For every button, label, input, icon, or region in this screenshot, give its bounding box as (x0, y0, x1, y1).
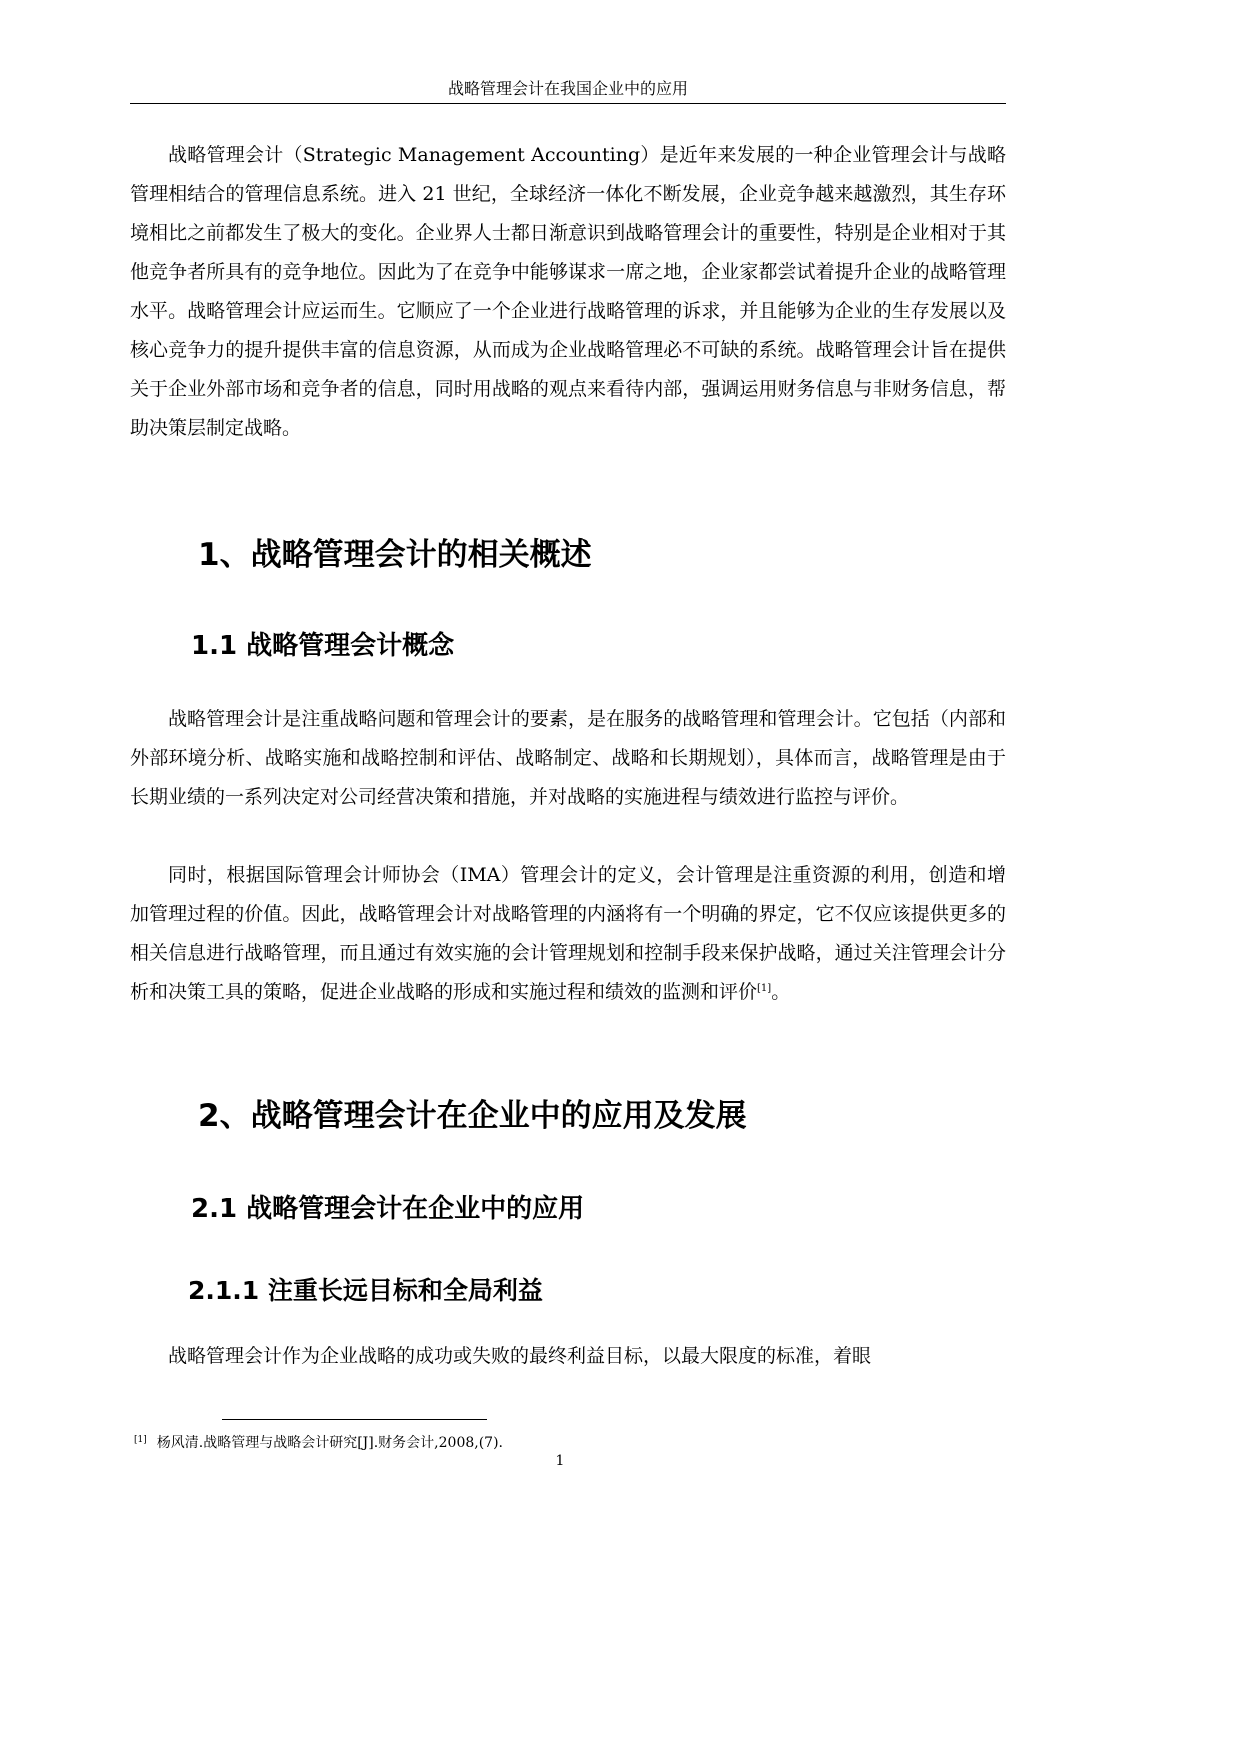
section-1-1-paragraph-1: 战略管理会计是注重战略问题和管理会计的要素，是在服务的战略管理和管理会计。它包括（内部和外部环境分析、战略实施和战略控制和评估、战略制定、战略和长期规划），具体而言，战略管理是由于长期业绩的一系列决定对公司经营决策和措施，并对战略的实施进程与绩效进行监控与评价。 (130, 708, 1006, 808)
header-rule (130, 103, 1006, 104)
section-2-1-heading: 2.1 战略管理会计在企业中的应用 (191, 1194, 585, 1224)
footnote (134, 1433, 994, 1453)
section-2-1-1-heading: 2.1.1 注重长远目标和全局利益 (188, 1276, 543, 1305)
paragraph-end: 。 (771, 981, 791, 1003)
footnote-text: 杨风清.战略管理与战略会计研究[J].财务会计,2008,(7). (156, 1435, 503, 1451)
section-2-1-1-paragraph: 战略管理会计作为企业战略的成功或失败的最终利益目标，以最大限度的标准，着眼 (168, 1345, 872, 1367)
running-header: 战略管理会计在我国企业中的应用 (447, 79, 688, 98)
paragraph-text: 同时，根据国际管理会计师协会（IMA）管理会计的定义，会计管理是注重资源的利用，创造和增加管理过程的价值。因此，战略管理会计对战略管理的内涵将有一个明确的界定，它不仅应该提供更多的相关信息进行战略管理，而且通过有效实施的会计管理规划和控制手段来保护战略，通过关注管理会计分析和决策工具的策略，促进企业战略的形成和实施过程和绩效的监测和评价 (130, 864, 1006, 1003)
section-1-heading: 1、战略管理会计的相关概述 (198, 537, 592, 573)
section-2-heading: 2、战略管理会计在企业中的应用及发展 (198, 1098, 747, 1134)
page-number: 1 (555, 1453, 565, 1469)
citation-ref[interactable]: [1] (757, 983, 772, 994)
section-1-1-paragraph-2 (130, 856, 1006, 1012)
section-1-1-heading: 1.1 战略管理会计概念 (191, 631, 455, 661)
intro-paragraph: 战略管理会计（Strategic Management Accounting）是近年来发展的一种企业管理会计与战略管理相结合的管理信息系统。进入 21 世纪，全球经济一体化不断发展，企业竞争越来越激烈，其生存环境相比之前都发生了极大的变化。企业界人士都日渐意识到战略管理会计的重要性，特别是企业相对于其他竞争者所具有的竞争地位。因此为了在竞争中能够谋求一席之地，企业家都尝试着提升企业的战略管理水平。战略管理会计应运而生。它顺应了一个企业进行战略管理的诉求，并且能够为企业的生存发展以及核心竞争力的提升提供丰富的信息资源，从而成为企业战略管理必不可缺的系统。战略管理会计旨在提供关于企业外部市场和竞争者的信息，同时用战略的观点来看待内部，强调运用财务信息与非财务信息，帮助决策层制定战略。 (130, 144, 1006, 439)
footnote-marker: [1] (134, 1435, 147, 1445)
footnote-rule (222, 1419, 487, 1420)
